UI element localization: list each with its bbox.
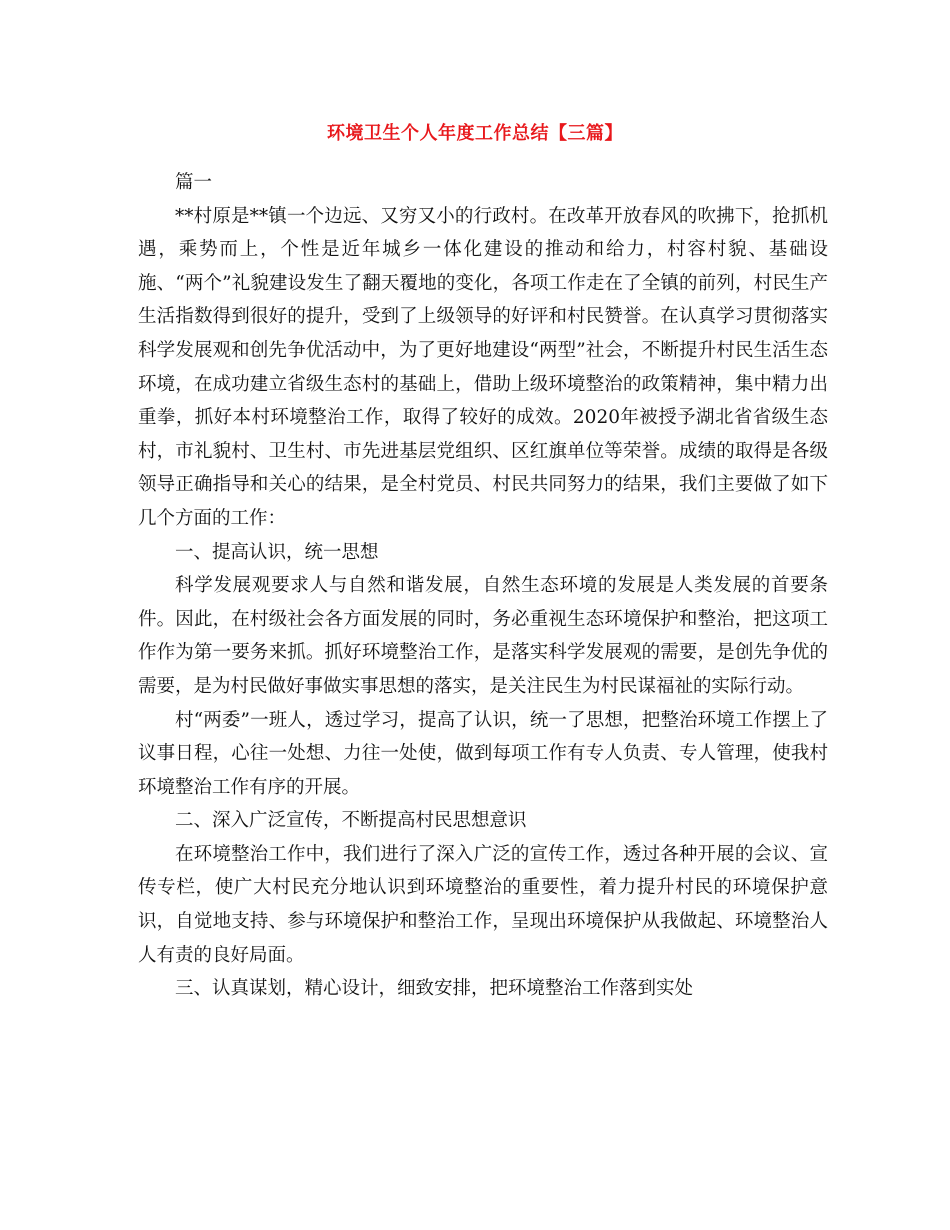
body-paragraph: 村“两委”一班人，透过学习，提高了认识，统一了思想，把整治环境工作摆上了议事日程，心往一处想、力往一处使，做到每项工作有专人负责、专人管理，使我村环境整治工作有序的开展。 — [138, 709, 828, 798]
body-paragraph: 科学发展观要求人与自然和谐发展，自然生态环境的发展是人类发展的首要条件。因此，在村级社会各方面发展的同时，务必重视生态环境保护和整治，把这项工作作为第一要务来抓。抓好环境整治工作，是落实科学发展观的需要，是创先争优的需要，是为村民做好事做实事思想的落实，是关注民生为村民谋福祉的实际行动。 — [138, 575, 828, 697]
body-paragraph: **村原是**镇一个边远、又穷又小的行政村。在改革开放春风的吹拂下，抢抓机遇，乘势而上，个性是近年城乡一体化建设的推动和给力，村容村貌、基础设施、“两个”礼貌建设发生了翻天覆地的变化，各项工作走在了全镇的前列，村民生产生活指数得到很好的提升，受到了上级领导的好评和村民赞誉。在认真学习贯彻落实科学发展观和创先争优活动中，为了更好地建设“两型”社会，不断提升村民生活生态环境，在成功建立省级生态村的基础上，借助上级环境整治的政策精神，集中精力出重拳，抓好本村环境整治工作，取得了较好的成效。2020年被授予湖北省省级生态村，市礼貌村、卫生村、市先进基层党组织、区红旗单位等荣誉。成绩的取得是各级领导正确指导和关心的结果，是全村党员、村民共同努力的结果，我们主要做了如下几个方面的工作： — [138, 205, 828, 529]
section-heading: 一、提高认识，统一思想 — [175, 541, 379, 563]
document-title: 环境卫生个人年度工作总结【三篇】 — [327, 123, 623, 144]
document-body — [138, 166, 828, 1006]
section-label: 篇一 — [175, 172, 213, 193]
section-heading: 二、深入广泛宣传，不断提高村民思想意识 — [175, 810, 527, 832]
section-heading: 三、认真谋划，精心设计，细致安排，把环境整治工作落到实处 — [175, 978, 694, 1000]
body-paragraph: 在环境整治工作中，我们进行了深入广泛的宣传工作，透过各种开展的会议、宣传专栏，使广大村民充分地认识到环境整治的重要性，着力提升村民的环境保护意识，自觉地支持、参与环境保护和整治工作，呈现出环境保护从我做起、环境整治人人有责的良好局面。 — [138, 843, 828, 966]
